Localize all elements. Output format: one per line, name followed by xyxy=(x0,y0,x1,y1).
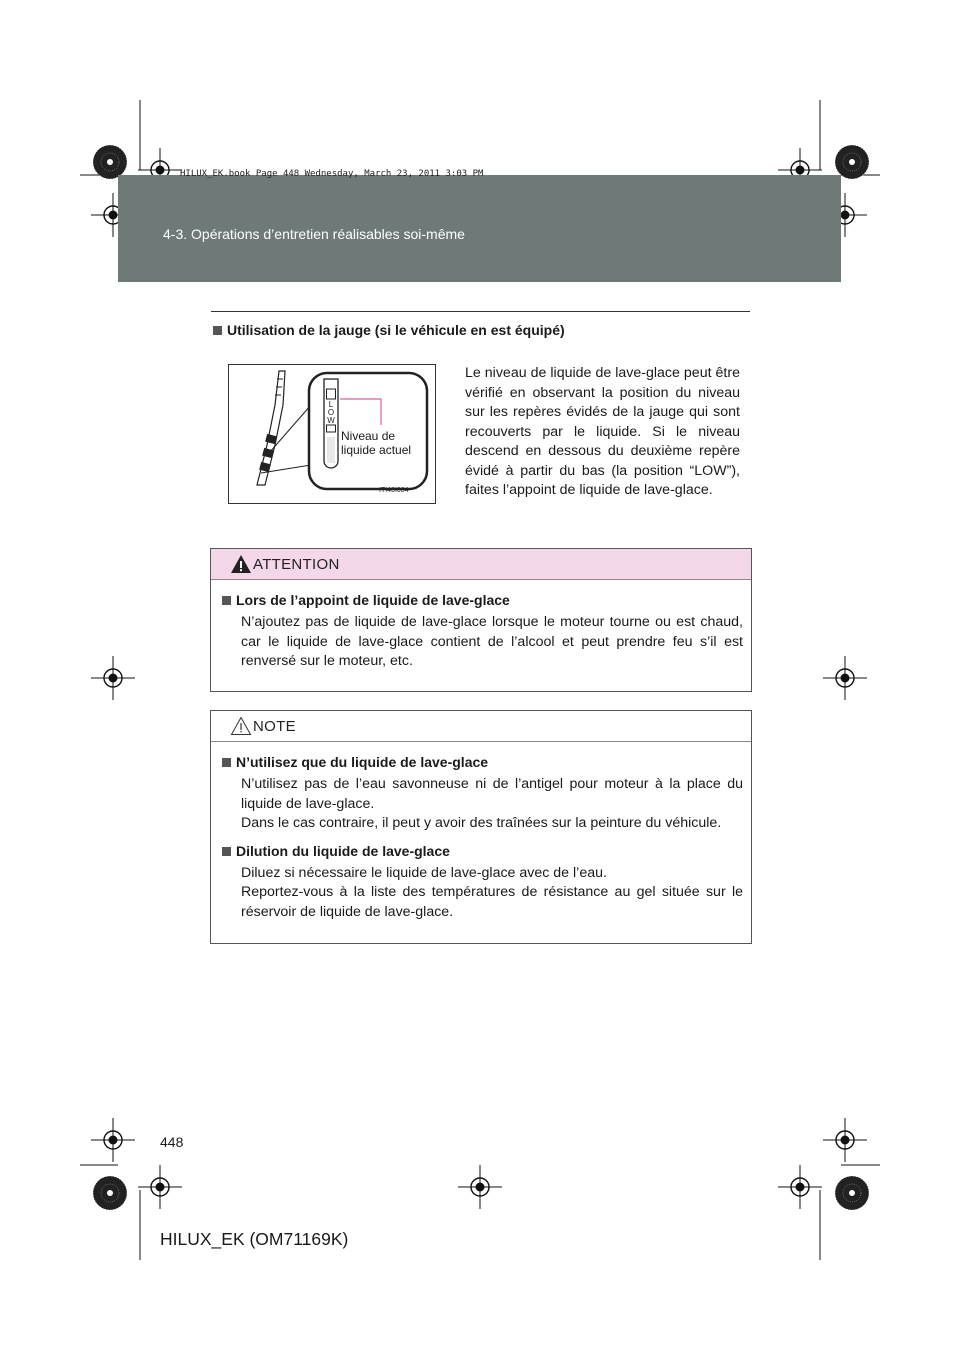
attention-item-title: Lors de l’appoint de liquide de lave-glace xyxy=(222,592,743,608)
note-item-body: N’utilisez pas de l’eau savonneuse ni de l’antigel pour moteur à la place du liquide de lave-glace. Dans le cas contraire, il peut y avoir des traînées sur la peinture du véhicule. xyxy=(241,776,743,831)
description-text: Le niveau de liquide de lave-glace peut être vérifié en observant la position du niveau sur les repères évidés de la jauge qui sont recouverts par le liquide. Si le niveau descend en dessous du deuxième repère évidé à partir du bas (la position “LOW”), faites l’appoint de liquide de lave-glace. xyxy=(465,365,740,498)
figure-code: ITI43I084 xyxy=(379,487,409,494)
attention-item-body: N’ajoutez pas de liquide de lave-glace lorsque le moteur tourne ou est chaud, car le liquide de lave-glace contient de l’alcool et peut prendre feu s’il est renversé sur le moteur, etc. xyxy=(241,614,743,669)
section-heading xyxy=(213,322,565,338)
attention-box xyxy=(210,548,752,692)
note-header xyxy=(211,711,751,742)
note-box xyxy=(210,710,752,944)
note-item-1 xyxy=(211,742,751,834)
section-rule xyxy=(211,311,750,312)
book-stamp: HILUX_EK.book Page 448 Wednesday, March 23, 2011 3:03 PM xyxy=(180,169,484,179)
footer-code: HILUX_EK (OM71169K) xyxy=(160,1229,349,1249)
note-item-title: Dilution du liquide de lave-glace xyxy=(222,843,743,859)
warning-icon xyxy=(230,554,252,574)
caution-outline-icon xyxy=(230,716,252,736)
bullet-square-icon xyxy=(213,326,222,335)
svg-text:W: W xyxy=(327,416,335,425)
section-heading-text: Utilisation de la jauge (si le véhicule en est équipé) xyxy=(227,322,565,338)
attention-header xyxy=(211,549,751,580)
bullet-square-icon xyxy=(222,847,231,856)
gauge-figure xyxy=(228,364,436,504)
note-item-body: Diluez si nécessaire le liquide de lave-glace avec de l’eau. Reportez-vous à la liste des températures de résistance au gel située sur le réservoir de liquide de lave-glace. xyxy=(241,864,743,920)
attention-title: ATTENTION xyxy=(253,556,340,573)
attention-item xyxy=(211,580,751,672)
svg-text:O: O xyxy=(327,408,335,417)
callout-label: Niveau de liquide actuel xyxy=(341,429,412,457)
note-item-title: N’utilisez que du liquide de lave-glace xyxy=(222,754,743,770)
bullet-square-icon xyxy=(222,596,231,605)
svg-text:L: L xyxy=(328,400,334,409)
note-title: NOTE xyxy=(253,718,296,735)
note-item-2 xyxy=(211,834,751,923)
bullet-square-icon xyxy=(222,758,231,767)
page-number: 448 xyxy=(160,1134,184,1150)
chapter-title: 4-3. Opérations d’entretien réalisables soi-même xyxy=(163,226,465,242)
